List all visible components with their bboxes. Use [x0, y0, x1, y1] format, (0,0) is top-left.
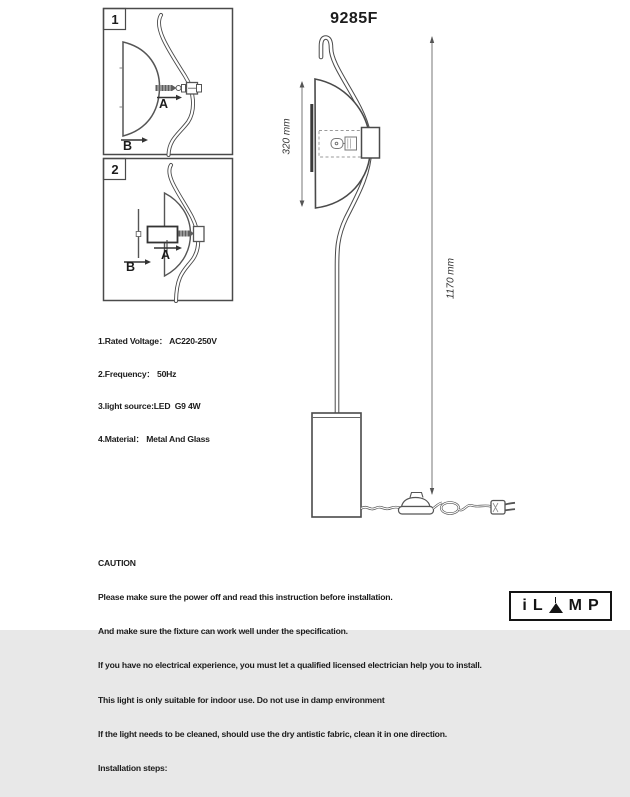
- caution-line: If the light needs to be cleaned, should use the dry antistic fabric, clean it in one direction.: [98, 728, 447, 739]
- step1-diagram: [104, 9, 233, 156]
- lamp-triangle-icon: [549, 597, 563, 613]
- height-dimension-label: 1170 mm: [445, 258, 457, 299]
- step1-arrow-b-label: B: [123, 139, 133, 153]
- logo-letter-m: M: [568, 597, 582, 614]
- screw-icon: [156, 85, 177, 91]
- caution-line: And make sure the fixture can work well under the specification.: [98, 626, 348, 637]
- model-number: 9285F: [330, 10, 378, 27]
- logo-letter-i: i: [522, 597, 527, 614]
- specifications: [98, 314, 217, 467]
- spec-light-source: 3.light source:LED G9 4W: [98, 401, 201, 412]
- caution-heading: CAUTION: [98, 557, 136, 568]
- step2-arrow-b-label: B: [126, 260, 136, 274]
- spec-frequency: 2.Frequency： 50Hz: [98, 368, 177, 379]
- logo-letter-l: L: [532, 597, 543, 614]
- brand-logo: [509, 591, 612, 621]
- spec-material: 4.Material： Metal And Glass: [98, 433, 210, 444]
- floor-lamp-drawing: [312, 38, 380, 518]
- caution-line: Installation steps:: [98, 763, 168, 774]
- dimension-line-1170: [430, 36, 434, 495]
- plug-icon: [491, 501, 515, 515]
- logo-letter-p: P: [587, 597, 599, 614]
- caution-section: [98, 535, 482, 797]
- caution-line: Please make sure the power off and read this instruction before installation.: [98, 592, 393, 603]
- step2-number: 2: [111, 162, 119, 177]
- spec-rated-voltage: 1.Rated Voltage： AC220-250V: [98, 335, 217, 346]
- shade-dimension-label: 320 mm: [281, 118, 293, 155]
- caution-line: If you have no electrical experience, you must let a qualified licensed electrician help you to install.: [98, 660, 482, 671]
- screw-icon: [179, 231, 195, 237]
- dimension-line-320: [300, 81, 305, 207]
- caution-line: This light is only suitable for indoor use. Do not use in damp environment: [98, 694, 385, 705]
- power-cord-drawing: [361, 493, 515, 515]
- step1-arrow-a-label: A: [159, 97, 169, 111]
- step2-arrow-a-label: A: [161, 248, 171, 262]
- step1-number: 1: [111, 12, 119, 27]
- foot-switch-icon: [399, 493, 434, 515]
